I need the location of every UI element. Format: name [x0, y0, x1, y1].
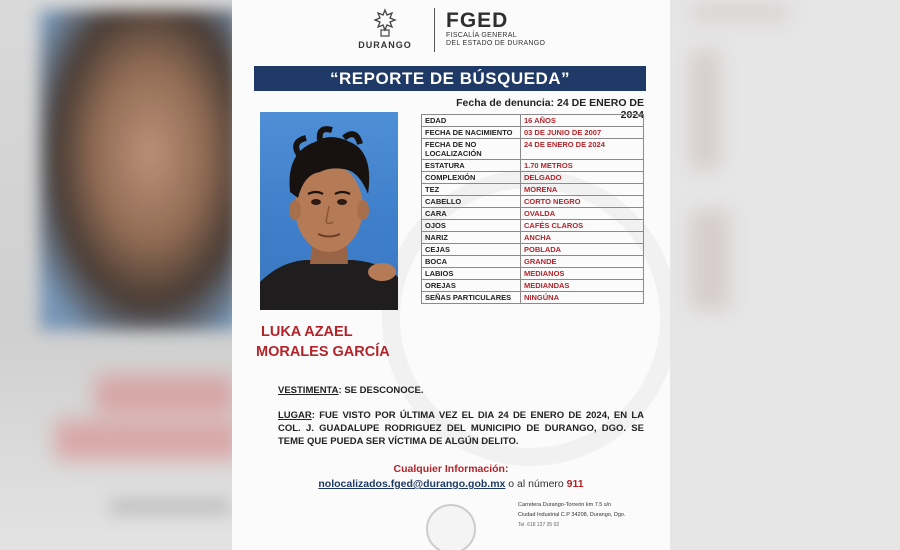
detail-value: DELGADO	[521, 172, 644, 184]
detail-label: CARA	[422, 208, 521, 220]
search-report-poster	[232, 0, 670, 550]
details-row	[422, 244, 644, 256]
details-row	[422, 256, 644, 268]
details-row	[422, 139, 644, 160]
missing-person-name	[256, 322, 406, 362]
detail-value: 24 DE ENERO DE 2024	[521, 139, 644, 160]
blurred-text	[690, 50, 720, 170]
details-row	[422, 184, 644, 196]
detail-value: CORTO NEGRO	[521, 196, 644, 208]
details-row	[422, 115, 644, 127]
fged-logo	[446, 10, 566, 48]
detail-label: OJOS	[422, 220, 521, 232]
address-phone: Tel. 618 137 35 02	[518, 522, 560, 528]
details-row	[422, 172, 644, 184]
detail-value: CAFÉS CLAROS	[521, 220, 644, 232]
detail-value: OVALDA	[521, 208, 644, 220]
address-block	[518, 500, 658, 530]
detail-label: CABELLO	[422, 196, 521, 208]
contact-heading: Cualquier Información:	[393, 463, 509, 475]
blurred-name-text	[55, 420, 232, 460]
complaint-date: Fecha de denuncia: 24 DE ENERO DE 2024	[456, 97, 644, 121]
detail-label: SEÑAS PARTICULARES	[422, 292, 521, 304]
poster-header	[232, 6, 670, 56]
detail-label: COMPLEXIÓN	[422, 172, 521, 184]
location-label: LUGAR	[278, 410, 312, 421]
detail-value: 03 DE JUNIO DE 2007	[521, 127, 644, 139]
details-row	[422, 160, 644, 172]
detail-label: OREJAS	[422, 280, 521, 292]
contact-connector: o al número	[505, 478, 567, 490]
fged-title: FGED	[446, 9, 509, 32]
details-row	[422, 292, 644, 304]
durango-logo	[350, 8, 420, 54]
detail-label: FECHA DE NACIMIENTO	[422, 127, 521, 139]
blurred-text	[110, 500, 230, 514]
name-line-1: LUKA AZAEL	[261, 324, 353, 340]
detail-label: TEZ	[422, 184, 521, 196]
detail-value: ANCHA	[521, 232, 644, 244]
blurred-text	[690, 6, 790, 20]
fged-subtitle-2: DEL ESTADO DE DURANGO	[446, 40, 546, 47]
detail-value: MEDIANDAS	[521, 280, 644, 292]
details-row	[422, 208, 644, 220]
detail-label: CEJAS	[422, 244, 521, 256]
name-line-2: MORALES GARCÍA	[256, 344, 390, 360]
detail-label: BOCA	[422, 256, 521, 268]
details-row	[422, 196, 644, 208]
detail-label: ESTATURA	[422, 160, 521, 172]
clothing-paragraph	[278, 384, 644, 397]
detail-value: 1.70 METROS	[521, 160, 644, 172]
contact-email-link[interactable]: nolocalizados.fged@durango.gob.mx	[318, 478, 506, 490]
location-text: : FUE VISTO POR ÚLTIMA VEZ EL DIA 24 DE ENERO DE 2024, EN LA COL. J. GUADALUPE RODRIGUEZ DEL MUNICIPIO DE DURANGO, DGO. SE TEME QUE PUEDA SER VÍCTIMA DE ALGÚN DELITO.	[278, 410, 644, 447]
durango-wordmark: DURANGO	[358, 40, 412, 50]
detail-label: EDAD	[422, 115, 521, 127]
blurred-name-text	[95, 375, 232, 415]
details-table	[421, 114, 644, 304]
missing-person-photo	[260, 112, 398, 310]
contact-info	[232, 462, 670, 492]
details-row	[422, 280, 644, 292]
crest-icon	[372, 8, 398, 38]
report-title: “REPORTE DE BÚSQUEDA”	[254, 66, 646, 91]
details-row	[422, 268, 644, 280]
address-line-1: Carretera Durango-Torreón km 7.5 s/n	[518, 502, 612, 508]
details-row	[422, 127, 644, 139]
fged-subtitle-1: FISCALÍA GENERAL	[446, 32, 517, 39]
detail-label: NARIZ	[422, 232, 521, 244]
detail-value: GRANDE	[521, 256, 644, 268]
location-paragraph	[278, 409, 644, 448]
bottom-seal-icon	[426, 504, 476, 550]
blurred-background-right	[670, 0, 900, 550]
detail-value: NINGÚNA	[521, 292, 644, 304]
clothing-label: VESTIMENTA	[278, 385, 339, 396]
details-row	[422, 220, 644, 232]
blurred-background-left	[0, 0, 232, 550]
address-line-2: Ciudad Industrial C.P 34208, Durango, Dgo.	[518, 512, 626, 518]
detail-value: POBLADA	[521, 244, 644, 256]
detail-value: MORENA	[521, 184, 644, 196]
blurred-photo	[40, 10, 232, 330]
header-divider	[434, 8, 435, 52]
details-row	[422, 232, 644, 244]
contact-phone-number: 911	[566, 478, 584, 490]
clothing-text: : SE DESCONOCE.	[338, 385, 424, 396]
blurred-text	[690, 210, 730, 310]
detail-label: LABIOS	[422, 268, 521, 280]
detail-label: FECHA DE NO LOCALIZACIÓN	[422, 139, 521, 160]
detail-value: MEDIANOS	[521, 268, 644, 280]
detail-value: 16 AÑOS	[521, 115, 644, 127]
